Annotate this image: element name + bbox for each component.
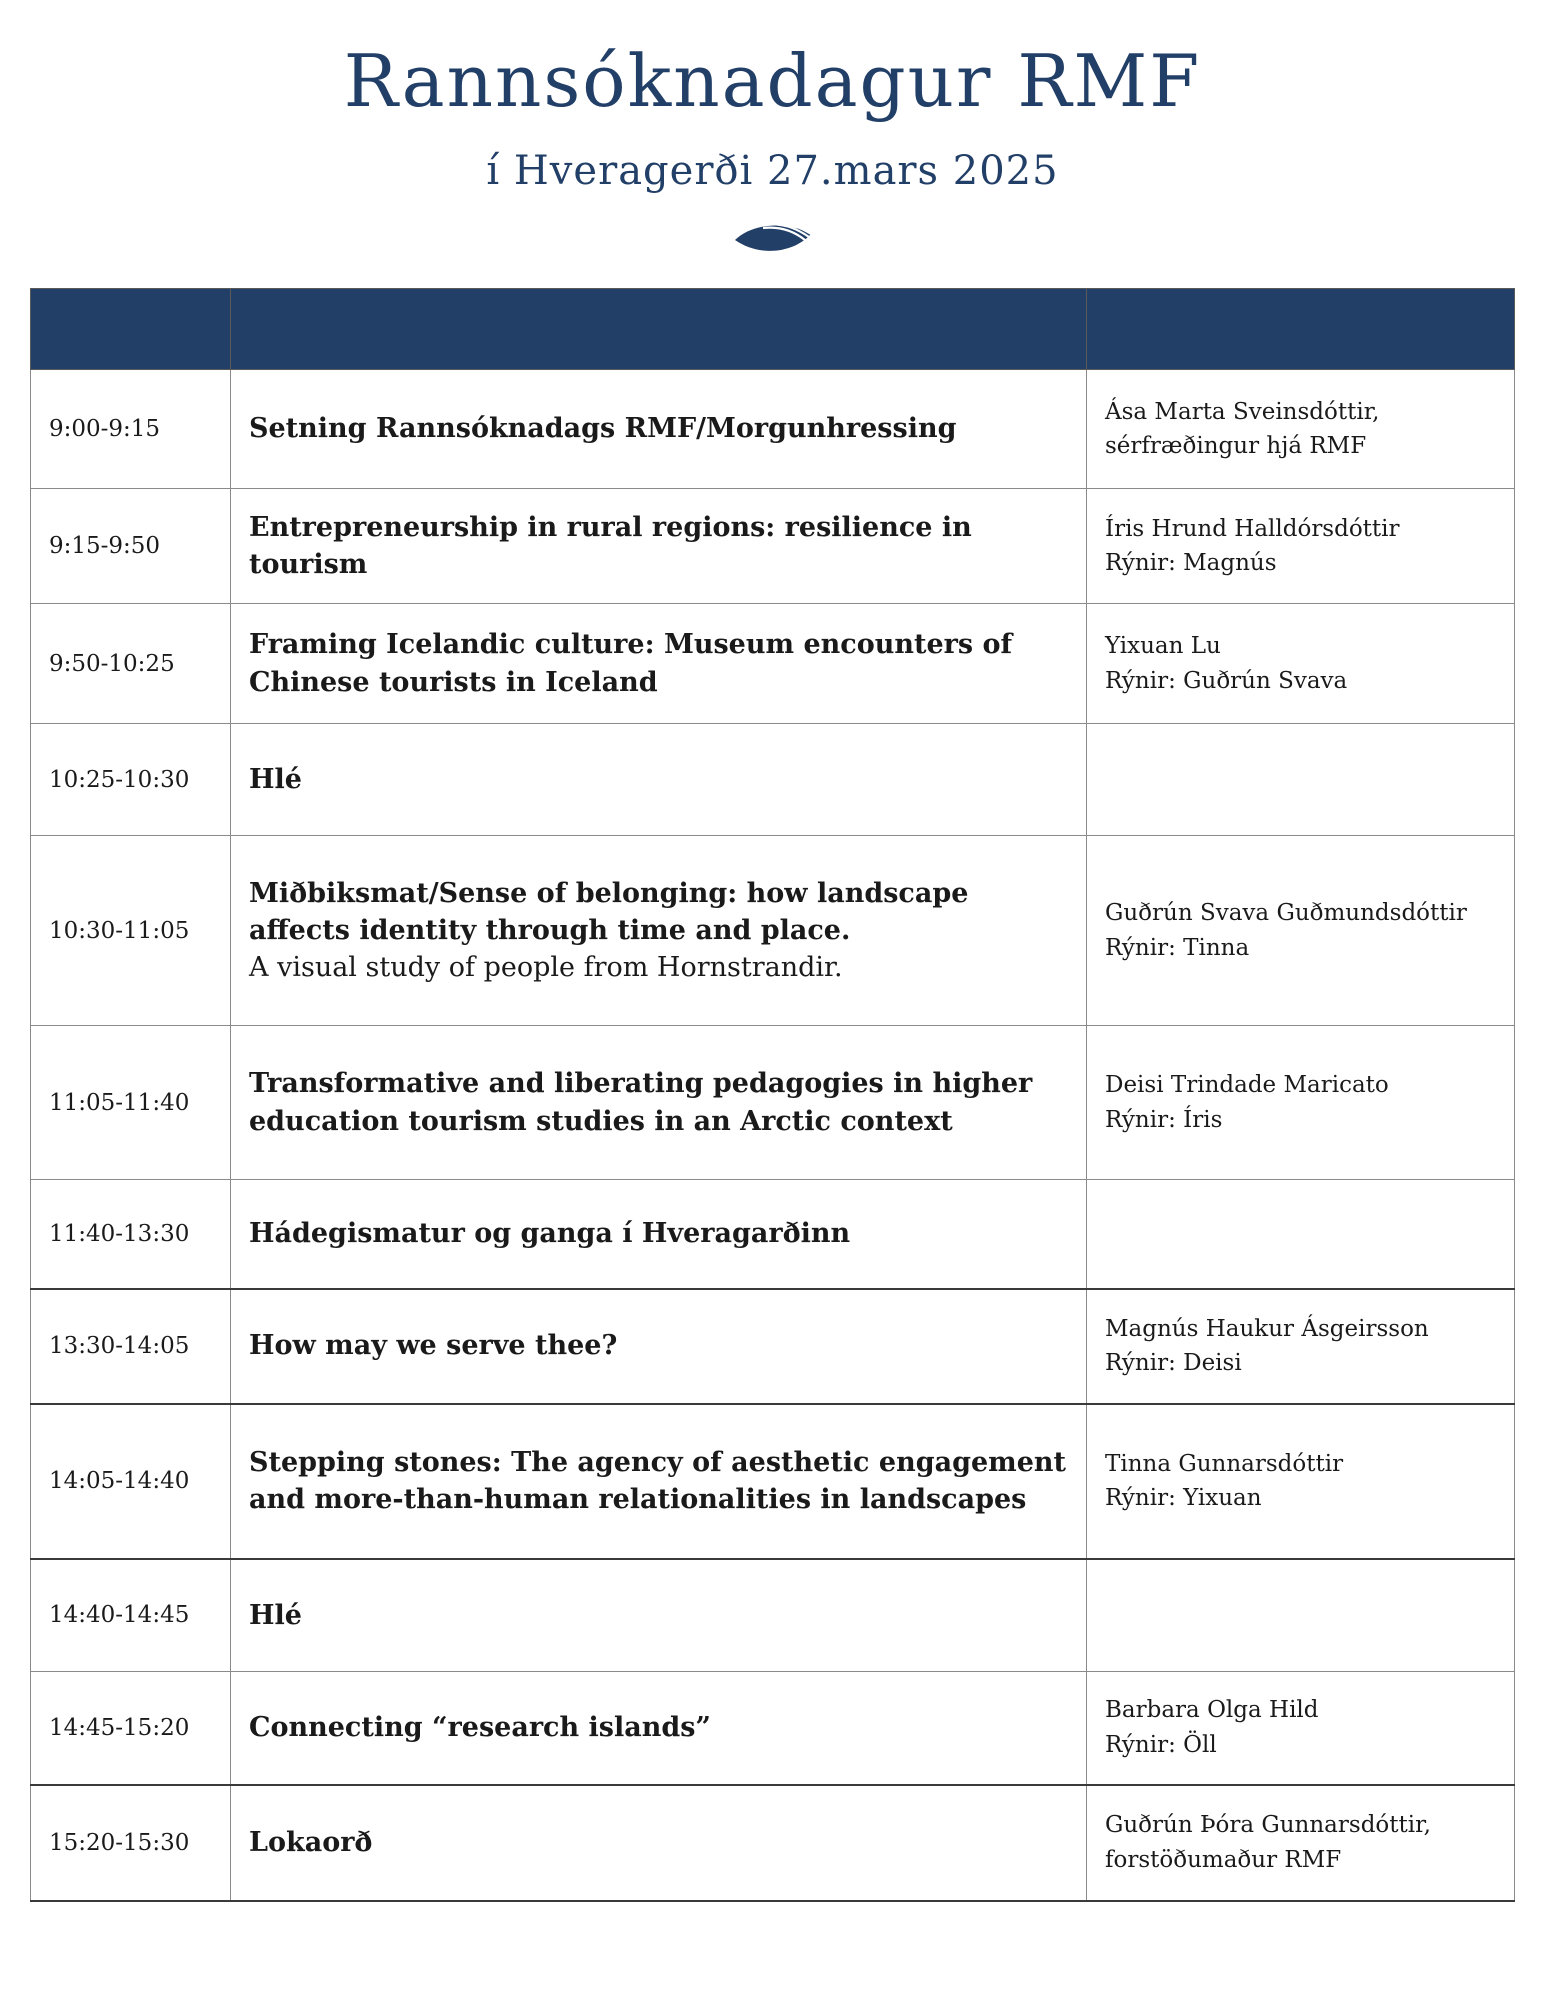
table-row bbox=[31, 1026, 1515, 1180]
speaker-name: Guðrún Svava Guðmundsdóttir bbox=[1105, 900, 1467, 926]
title-cell bbox=[231, 1785, 1087, 1901]
session-title: Lokaorð bbox=[249, 1826, 373, 1858]
table-row bbox=[31, 724, 1515, 836]
session-title: Hádegismatur og ganga í Hveragarðinn bbox=[249, 1218, 851, 1250]
table-row bbox=[31, 1672, 1515, 1785]
table-row bbox=[31, 1559, 1515, 1672]
table-row bbox=[31, 1785, 1515, 1901]
time-cell: 15:20-15:30 bbox=[31, 1785, 231, 1901]
schedule-table bbox=[30, 288, 1515, 1902]
time-cell: 14:45-15:20 bbox=[31, 1672, 231, 1785]
title-cell bbox=[231, 836, 1087, 1026]
speaker-name: Barbara Olga Hild bbox=[1105, 1697, 1319, 1724]
speaker-name: Yixuan Lu bbox=[1105, 633, 1221, 659]
speaker-name: Deisi Trindade Maricato bbox=[1105, 1072, 1389, 1098]
title-cell bbox=[231, 604, 1087, 724]
title-cell bbox=[231, 1404, 1087, 1559]
time-cell: 11:40-13:30 bbox=[31, 1180, 231, 1289]
speaker-name: Magnús Haukur Ásgeirsson bbox=[1105, 1315, 1429, 1342]
header-cell-title bbox=[231, 289, 1087, 370]
title-cell bbox=[231, 1289, 1087, 1404]
speaker-name: Íris Hrund Halldórsdóttir bbox=[1105, 515, 1400, 542]
speaker-cell bbox=[1087, 1289, 1515, 1404]
reviewer: Rýnir: Magnús bbox=[1105, 550, 1277, 576]
session-title: Framing Icelandic culture: Museum encounters of Chinese tourists in Iceland bbox=[249, 629, 1013, 698]
speaker-cell bbox=[1087, 836, 1515, 1026]
page-subtitle: í Hveragerði 27.mars 2025 bbox=[486, 148, 1059, 194]
header-cell-speaker bbox=[1087, 289, 1515, 370]
speaker-cell bbox=[1087, 1672, 1515, 1785]
title-cell bbox=[231, 1672, 1087, 1785]
table-row bbox=[31, 489, 1515, 604]
time-cell: 9:00-9:15 bbox=[31, 370, 231, 489]
speaker-cell bbox=[1087, 1785, 1515, 1901]
session-title: Stepping stones: The agency of aesthetic engagement and more-than-human relationalities in landscapes bbox=[249, 1446, 1066, 1515]
speaker-cell bbox=[1087, 724, 1515, 836]
title-cell bbox=[231, 489, 1087, 604]
reviewer: Rýnir: Guðrún Svava bbox=[1105, 667, 1348, 694]
fan-wing-logo-icon bbox=[733, 218, 813, 260]
title-cell bbox=[231, 370, 1087, 489]
session-subtitle: A visual study of people from Hornstrandir. bbox=[249, 952, 843, 984]
time-cell: 9:15-9:50 bbox=[31, 489, 231, 604]
time-cell: 13:30-14:05 bbox=[31, 1289, 231, 1404]
time-cell: 9:50-10:25 bbox=[31, 604, 231, 724]
speaker-name: Tinna Gunnarsdóttir bbox=[1105, 1450, 1344, 1477]
table-row bbox=[31, 836, 1515, 1026]
table-header-row bbox=[31, 289, 1515, 370]
title-cell bbox=[231, 1026, 1087, 1180]
header-cell-time bbox=[31, 289, 231, 370]
reviewer: Rýnir: Öll bbox=[1105, 1731, 1217, 1758]
time-cell: 10:25-10:30 bbox=[31, 724, 231, 836]
session-title: Entrepreneurship in rural regions: resilience in tourism bbox=[249, 511, 972, 580]
reviewer: Rýnir: Deisi bbox=[1105, 1350, 1242, 1376]
session-title: Connecting “research islands” bbox=[249, 1712, 711, 1744]
session-title: Miðbiksmat/Sense of belonging: how landscape affects identity through time and place. bbox=[249, 877, 969, 946]
reviewer: Rýnir: Yixuan bbox=[1105, 1485, 1262, 1511]
time-cell: 11:05-11:40 bbox=[31, 1026, 231, 1180]
session-title: Setning Rannsóknadags RMF/Morgunhressing bbox=[249, 413, 957, 445]
reviewer: Rýnir: Íris bbox=[1105, 1106, 1223, 1133]
speaker-cell bbox=[1087, 1026, 1515, 1180]
speaker-cell bbox=[1087, 604, 1515, 724]
time-cell: 14:05-14:40 bbox=[31, 1404, 231, 1559]
time-cell: 10:30-11:05 bbox=[31, 836, 231, 1026]
speaker-cell bbox=[1087, 370, 1515, 489]
table-row bbox=[31, 1289, 1515, 1404]
table-row bbox=[31, 1180, 1515, 1289]
speaker-cell bbox=[1087, 1404, 1515, 1559]
session-title: Hlé bbox=[249, 1599, 302, 1631]
speaker-cell bbox=[1087, 1559, 1515, 1672]
table-row bbox=[31, 604, 1515, 724]
title-cell bbox=[231, 1180, 1087, 1289]
speaker-name: Ása Marta Sveinsdóttir, bbox=[1105, 398, 1380, 425]
session-title: How may we serve thee? bbox=[249, 1330, 618, 1362]
speaker-cell bbox=[1087, 1180, 1515, 1289]
speaker-role: forstöðumaður RMF bbox=[1105, 1846, 1342, 1873]
title-cell bbox=[231, 1559, 1087, 1672]
session-title: Transformative and liberating pedagogies in higher education tourism studies in an Arctic context bbox=[249, 1068, 1033, 1137]
reviewer: Rýnir: Tinna bbox=[1105, 934, 1250, 961]
speaker-name: Guðrún Þóra Gunnarsdóttir, bbox=[1105, 1812, 1431, 1838]
table-row bbox=[31, 1404, 1515, 1559]
speaker-cell bbox=[1087, 489, 1515, 604]
table-row bbox=[31, 370, 1515, 489]
session-title: Hlé bbox=[249, 763, 302, 795]
time-cell: 14:40-14:45 bbox=[31, 1559, 231, 1672]
title-cell bbox=[231, 724, 1087, 836]
speaker-role: sérfræðingur hjá RMF bbox=[1105, 433, 1367, 459]
page-title: Rannsóknadagur RMF bbox=[343, 39, 1202, 123]
